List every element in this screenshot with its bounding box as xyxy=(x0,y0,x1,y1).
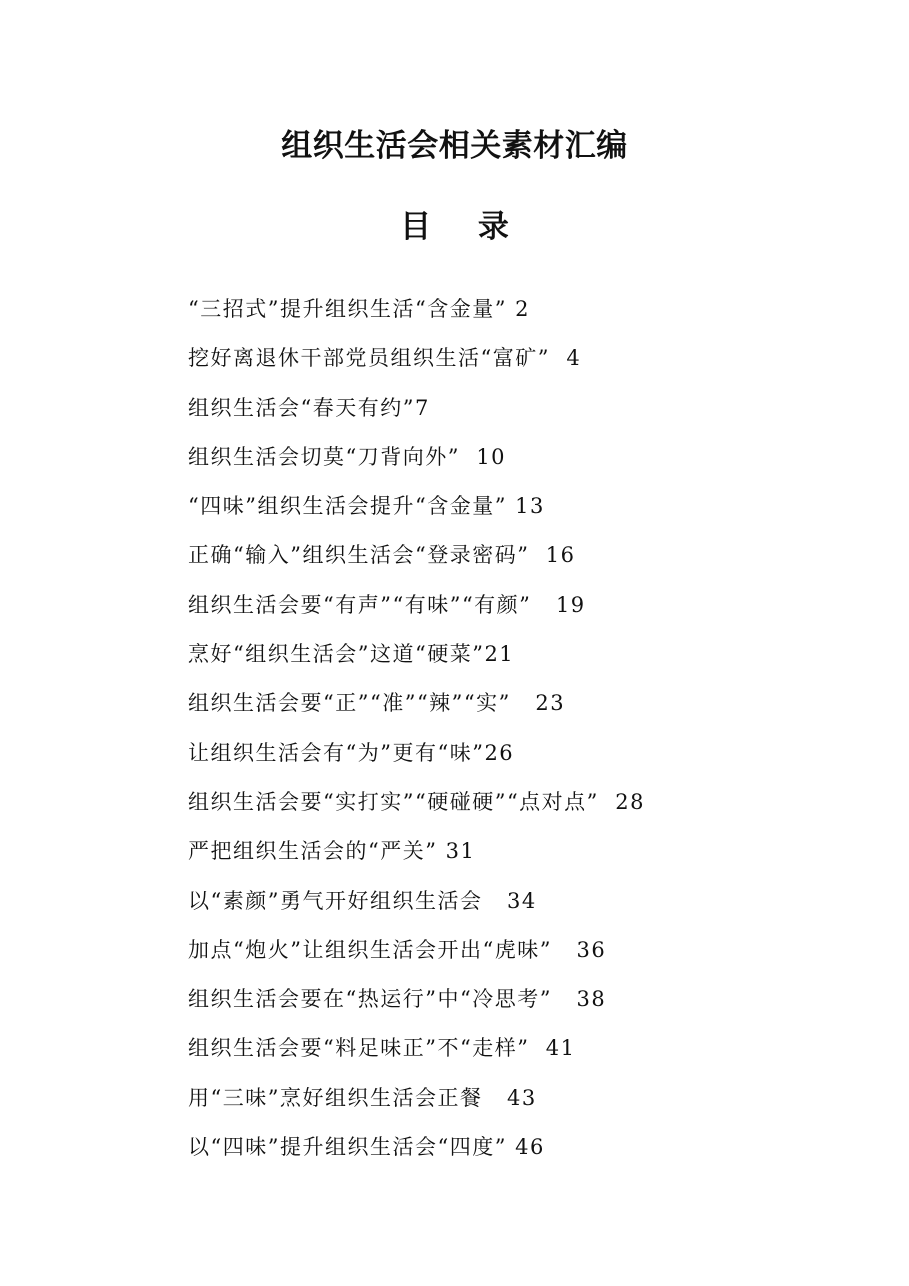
toc-entry[interactable]: 加点“炮火”让组织生活会开出“虎味” 36 xyxy=(188,937,607,962)
toc-entry[interactable]: 组织生活会“春天有约”7 xyxy=(188,395,430,420)
toc-entry[interactable]: 组织生活会要“正”“准”“辣”“实” 23 xyxy=(188,691,566,716)
toc-entry[interactable]: 烹好“组织生活会”这道“硬菜”21 xyxy=(188,642,515,667)
table-of-contents xyxy=(188,289,828,1176)
toc-entry[interactable]: “三招式”提升组织生活“含金量” 2 xyxy=(188,297,530,321)
document-title: 组织生活会相关素材汇编 xyxy=(281,128,628,164)
toc-entry[interactable]: 正确“输入”组织生活会“登录密码” 16 xyxy=(188,543,576,568)
toc-entry[interactable]: 组织生活会要“料足味正”不“走样” 41 xyxy=(188,1036,576,1061)
toc-entry[interactable]: 用“三味”烹好组织生活会正餐 43 xyxy=(188,1085,537,1110)
toc-entry[interactable]: 组织生活会要“有声”“有味”“有颜” 19 xyxy=(188,592,586,617)
toc-entry[interactable]: 以“素颜”勇气开好组织生活会 34 xyxy=(188,888,537,913)
toc-entry[interactable]: 组织生活会要在“热运行”中“冷思考” 38 xyxy=(188,987,607,1012)
toc-entry[interactable]: 挖好离退休干部党员组织生活“富矿” 4 xyxy=(188,346,582,371)
toc-entry[interactable]: 组织生活会切莫“刀背向外” 10 xyxy=(188,444,507,469)
toc-heading: 目 录 xyxy=(400,209,527,245)
toc-entry[interactable]: “四味”组织生活会提升“含金量” 13 xyxy=(188,494,545,519)
toc-entry[interactable]: 以“四味”提升组织生活会“四度” 46 xyxy=(188,1135,545,1160)
toc-entry[interactable]: 让组织生活会有“为”更有“味”26 xyxy=(188,740,515,765)
toc-entry[interactable]: 严把组织生活会的“严关” 31 xyxy=(188,839,476,864)
toc-entry[interactable]: 组织生活会要“实打实”“硬碰硬”“点对点” 28 xyxy=(188,789,645,814)
